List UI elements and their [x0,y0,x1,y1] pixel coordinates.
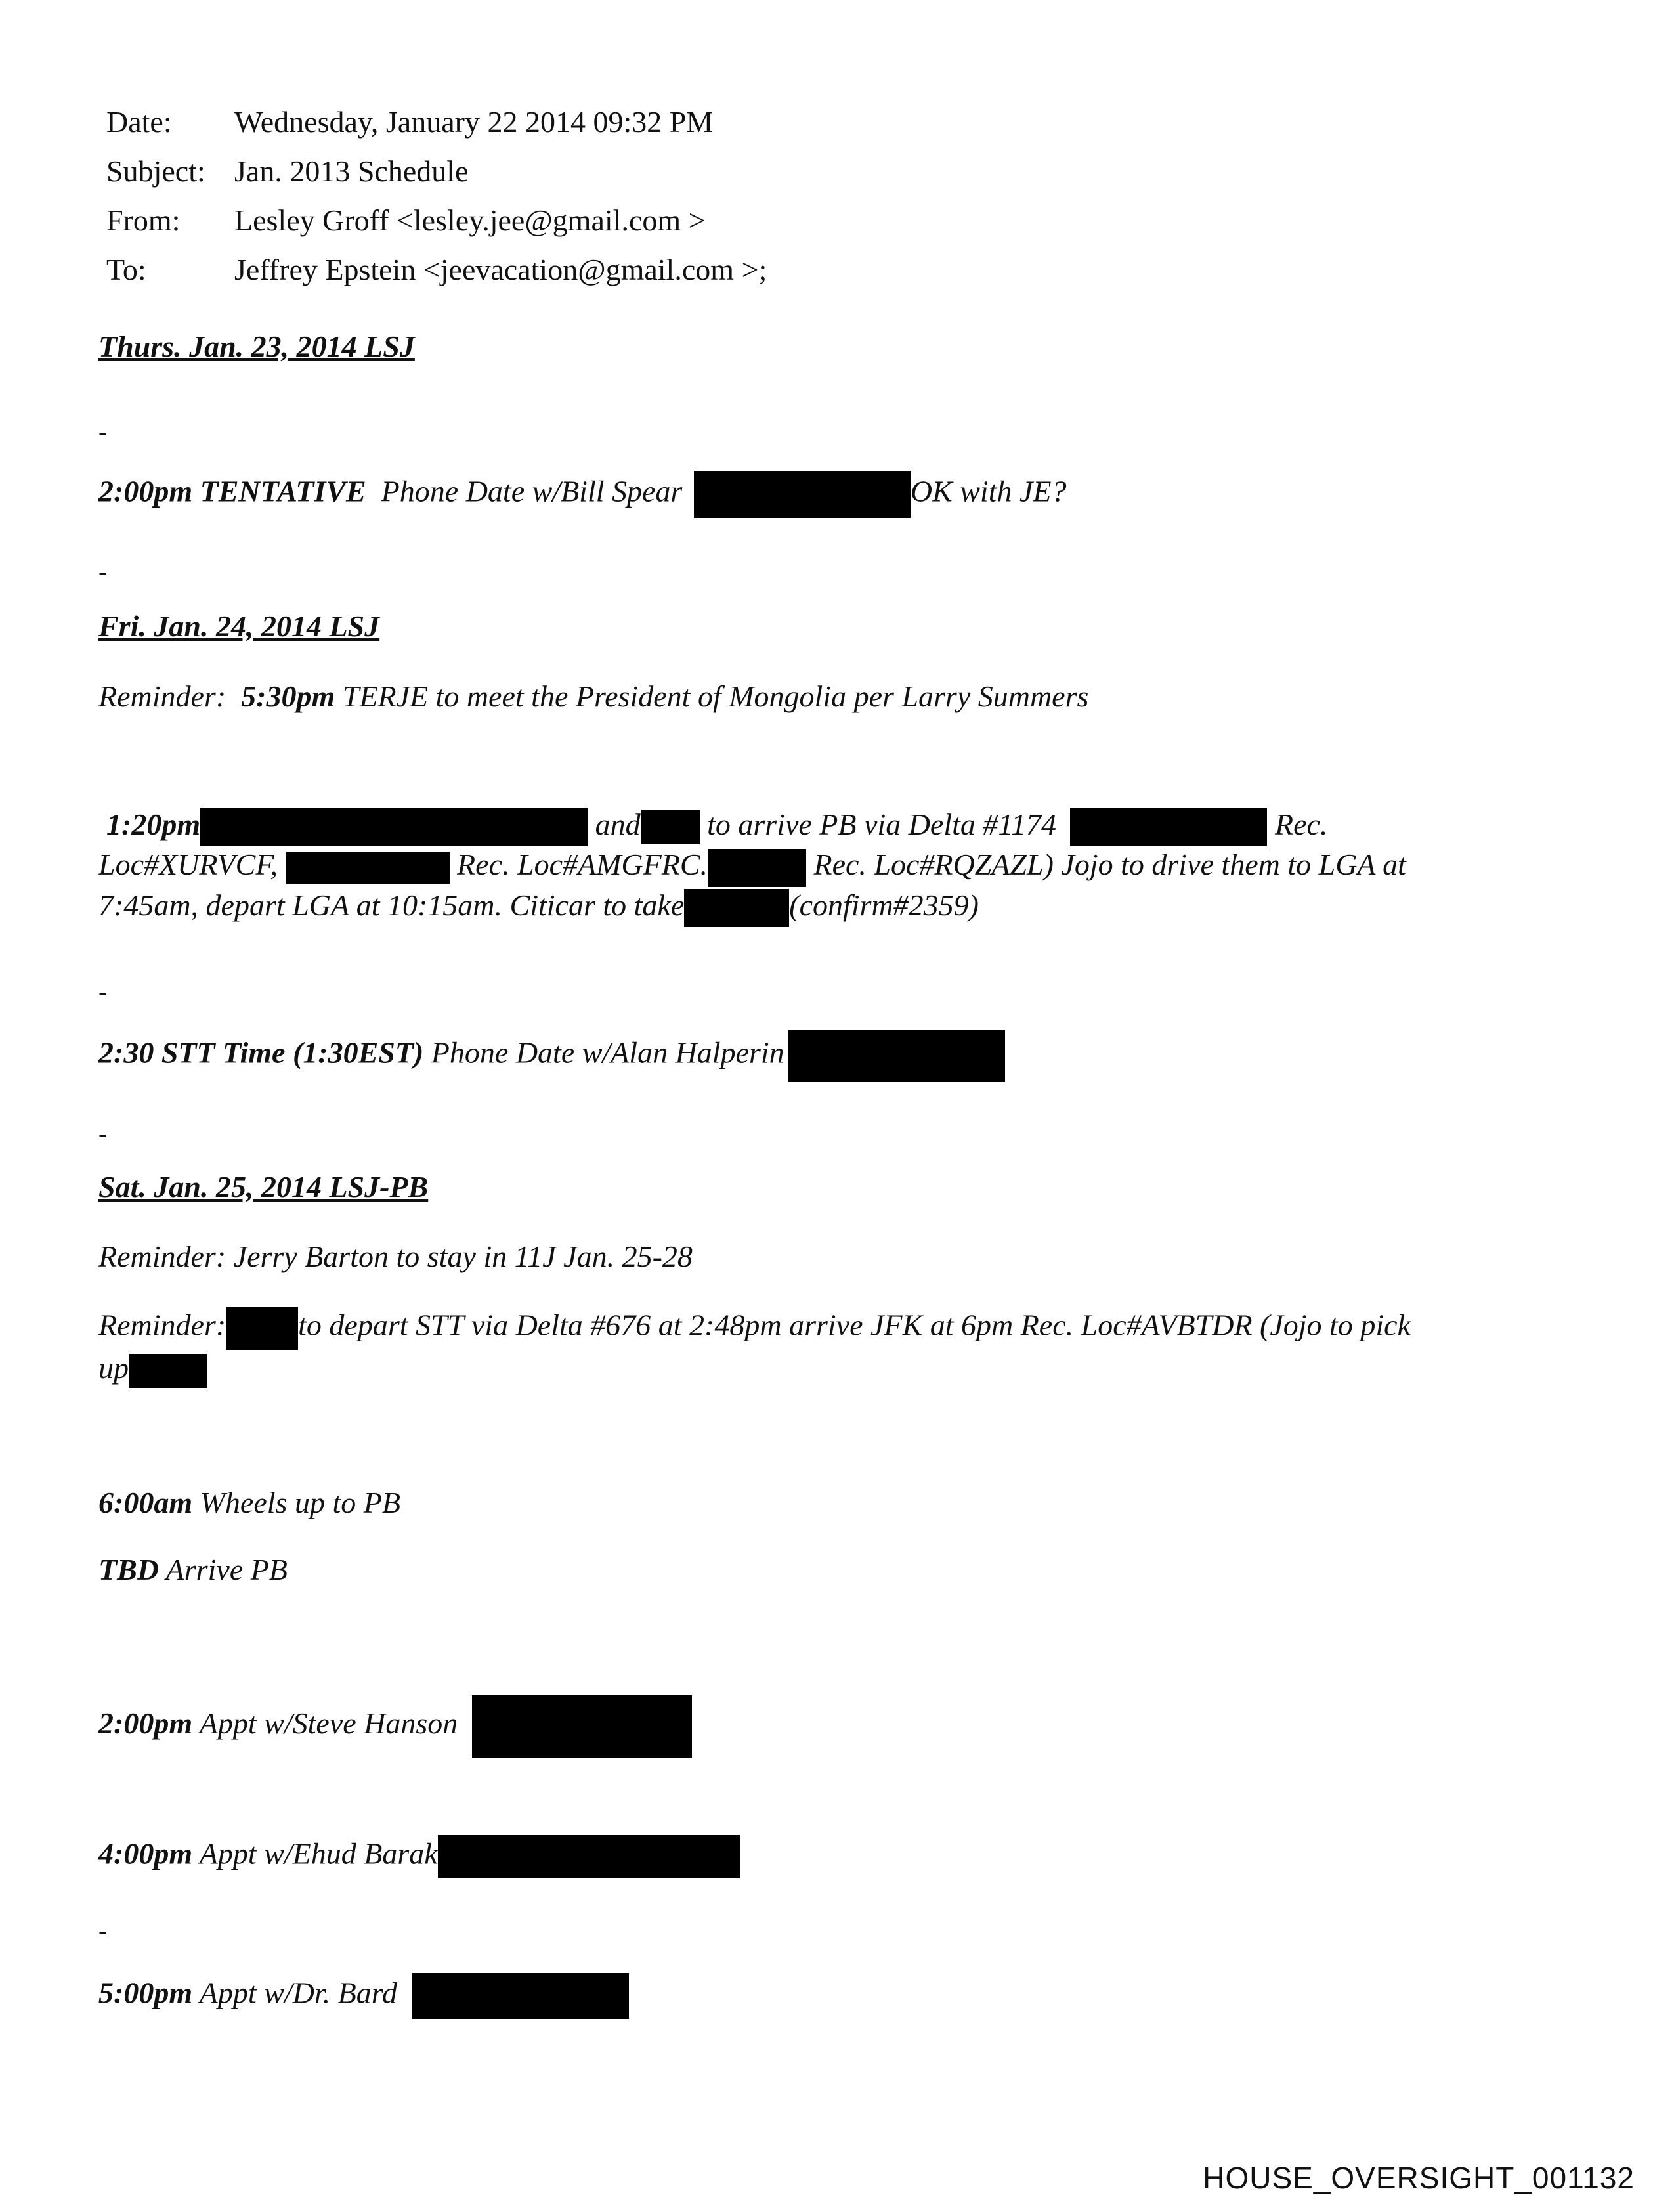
redaction-block [226,1307,298,1350]
item-text: Arrive PB [165,1553,288,1586]
redaction-block [694,471,911,518]
item-time: 6:00am [98,1486,193,1519]
item-text: Appt w/Dr. Bard [199,1976,397,2010]
item-time: 4:00pm [98,1836,193,1871]
subject-label: Subject: [106,154,205,188]
item-time: 5:30pm [241,680,335,713]
schedule-item-ehud-barak [98,1835,740,1878]
reminder-stt-flight [98,1307,1562,1388]
reminder-terje [98,680,1088,714]
redaction-block [129,1354,207,1388]
separator-dash: - [98,417,108,446]
day-heading-sat: Sat. Jan. 25, 2014 LSJ-PB [98,1170,429,1204]
bates-number: HOUSE_OVERSIGHT_001132 [1203,2161,1635,2195]
redaction-block [641,810,700,844]
item-time: 5:00pm [98,1976,193,2010]
redaction-block [286,852,450,884]
item-text: and [595,808,641,841]
redaction-block [438,1835,740,1878]
item-text: TERJE to meet the President of Mongolia per Larry Summers [342,680,1089,713]
date-label: Date: [106,105,172,139]
item-time: TBD [98,1553,159,1586]
item-text: OK with JE? [910,474,1067,508]
separator-dash: - [98,1915,108,1945]
item-text: up [98,1351,129,1385]
reminder-jerry-barton: Reminder: Jerry Barton to stay in 11J Jan. 25-28 [98,1240,693,1273]
schedule-item-bill-spear [98,471,1067,518]
separator-dash: - [98,556,108,586]
item-text: (confirm#2359) [789,888,979,922]
reminder-label: Reminder: [98,680,226,713]
item-text: to depart STT via Delta #676 at 2:48pm arrive JFK at 6pm Rec. Loc#AVBTDR (Jojo to pick [298,1308,1411,1342]
item-time: 2:00pm [98,1706,193,1741]
redaction-block [200,808,588,846]
schedule-item-alan-halperin [98,1030,1005,1082]
item-text: to arrive PB via Delta #1174 [707,808,1056,841]
item-text: Rec. Loc#AMGFRC. [457,848,708,882]
redaction-block [1070,808,1267,846]
item-text: Rec. [1274,808,1328,841]
item-text: Loc#XURVCF, [98,848,278,882]
item-time: 2:00pm TENTATIVE [98,474,366,508]
from-value: Lesley Groff <lesley.jee@gmail.com > [234,204,706,237]
item-time: 2:30 STT Time (1:30EST) [98,1035,424,1070]
schedule-item-steve-hanson [98,1695,692,1758]
separator-dash: - [98,1118,108,1148]
separator-dash: - [98,976,108,1006]
schedule-item-arrive-pb [98,1553,288,1587]
redaction-block [684,889,789,927]
item-text: Appt w/Steve Hanson [199,1706,458,1741]
subject-value: Jan. 2013 Schedule [234,154,469,188]
from-label: From: [106,204,181,237]
day-heading-thu: Thurs. Jan. 23, 2014 LSJ [98,330,415,363]
reminder-label: Reminder: [98,1308,226,1342]
schedule-item-wheels-up [98,1486,400,1520]
to-value: Jeffrey Epstein <jeevacation@gmail.com >; [234,253,767,286]
day-heading-fri: Fri. Jan. 24, 2014 LSJ [98,609,380,643]
item-text: Rec. Loc#RQZAZL) Jojo to drive them to LGA at [813,848,1406,882]
item-text: Phone Date w/Bill Spear [381,474,683,508]
date-value: Wednesday, January 22 2014 09:32 PM [234,105,714,139]
to-label: To: [106,253,146,286]
flight-paragraph [98,806,1562,927]
item-text: Appt w/Ehud Barak [199,1836,438,1871]
schedule-item-dr-bard [98,1973,629,2019]
redaction-block [708,849,806,887]
item-text: Wheels up to PB [200,1486,400,1519]
redaction-block [788,1030,1005,1082]
redaction-block [472,1695,692,1758]
item-text: Phone Date w/Alan Halperin [431,1035,784,1070]
item-time: 1:20pm [106,808,201,841]
redaction-block [412,1973,629,2019]
item-text: 7:45am, depart LGA at 10:15am. Citicar to take [98,888,685,922]
